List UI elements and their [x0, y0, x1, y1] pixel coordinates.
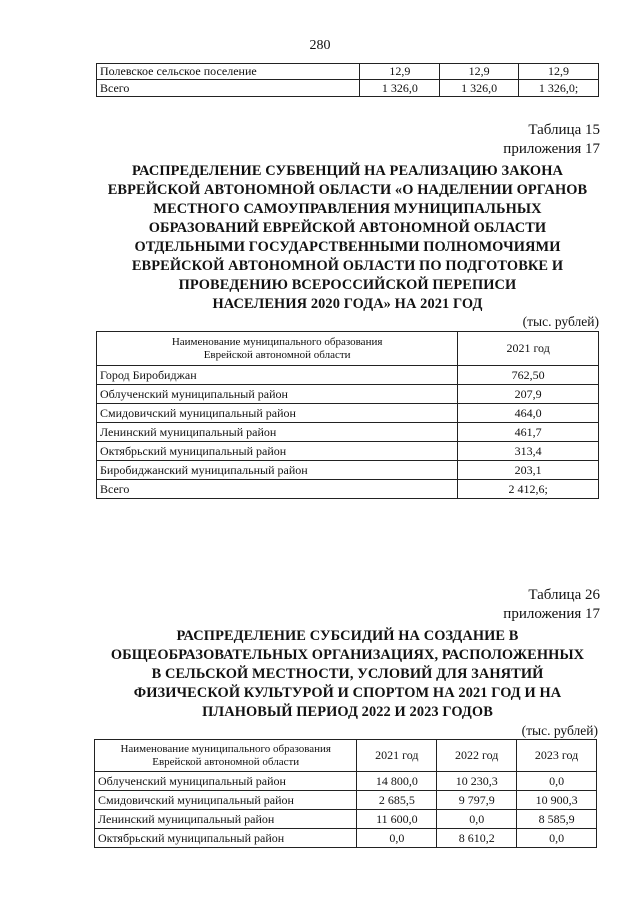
table-row — [95, 791, 597, 810]
table26-ref-line1: Таблица 26 — [528, 587, 600, 603]
table26-title — [95, 627, 600, 722]
row-value: 1 326,0 — [440, 80, 519, 97]
row-name: Смидовичский муниципальный район — [95, 791, 357, 810]
title-line: НАСЕЛЕНИЯ 2020 ГОДА» НА 2021 ГОД — [212, 296, 483, 312]
table26-ref-line2: приложения 17 — [503, 606, 600, 622]
header-year: 2023 год — [517, 740, 597, 772]
row-name: Ленинский муниципальный район — [95, 810, 357, 829]
table15-title — [95, 162, 600, 314]
header-name-line: Наименование муниципального образования — [171, 335, 383, 348]
row-value: 762,50 — [458, 366, 599, 385]
title-line: ЕВРЕЙСКОЙ АВТОНОМНОЙ ОБЛАСТИ ПО ПОДГОТОВКЕ И — [131, 258, 564, 274]
table-row — [97, 385, 599, 404]
header-year: 2022 год — [437, 740, 517, 772]
row-name: Облученский муниципальный район — [95, 772, 357, 791]
table-row — [95, 772, 597, 791]
row-name: Октябрьский муниципальный район — [95, 829, 357, 848]
row-value: 2 685,5 — [357, 791, 437, 810]
row-value: 0,0 — [437, 810, 517, 829]
row-value: 207,9 — [458, 385, 599, 404]
title-line: В СЕЛЬСКОЙ МЕСТНОСТИ, УСЛОВИЙ ДЛЯ ЗАНЯТИЙ — [151, 666, 544, 682]
row-value: 464,0 — [458, 404, 599, 423]
row-value: 1 326,0; — [519, 80, 599, 97]
title-line: ФИЗИЧЕСКОЙ КУЛЬТУРОЙ И СПОРТОМ НА 2021 ГОД И НА — [133, 685, 562, 701]
row-name: Полевское сельское поселение — [97, 64, 360, 80]
row-value: 9 797,9 — [437, 791, 517, 810]
table15-reference — [503, 121, 600, 159]
header-name-line: Наименование муниципального образования — [120, 742, 331, 755]
row-value: 14 800,0 — [357, 772, 437, 791]
row-name: Смидовичский муниципальный район — [97, 404, 458, 423]
table26-units: (тыс. рублей) — [521, 723, 598, 738]
page-number: 280 — [309, 38, 331, 53]
row-name: Октябрьский муниципальный район — [97, 442, 458, 461]
row-value: 2 412,6; — [458, 480, 599, 499]
table15-units: (тыс. рублей) — [522, 314, 599, 329]
title-line: МЕСТНОГО САМОУПРАВЛЕНИЯ МУНИЦИПАЛЬНЫХ — [153, 201, 542, 217]
table-row — [97, 442, 599, 461]
title-line: ОБЩЕОБРАЗОВАТЕЛЬНЫХ ОРГАНИЗАЦИЯХ, РАСПОЛОЖЕННЫХ — [110, 647, 585, 663]
row-value: 0,0 — [517, 829, 597, 848]
table-row — [97, 366, 599, 385]
row-name: Биробиджанский муниципальный район — [97, 461, 458, 480]
row-value: 12,9 — [440, 64, 519, 80]
row-value: 8 610,2 — [437, 829, 517, 848]
title-line: ПРОВЕДЕНИЮ ВСЕРОССИЙСКОЙ ПЕРЕПИСИ — [178, 277, 517, 293]
header-name-cell — [97, 332, 458, 366]
title-line: ОТДЕЛЬНЫМИ ГОСУДАРСТВЕННЫМИ ПОЛНОМОЧИЯМИ — [134, 239, 561, 255]
title-line: ОБРАЗОВАНИЙ ЕВРЕЙСКОЙ АВТОНОМНОЙ ОБЛАСТИ — [148, 220, 547, 236]
row-value: 0,0 — [357, 829, 437, 848]
table-row — [97, 404, 599, 423]
table-row — [97, 423, 599, 442]
row-value: 11 600,0 — [357, 810, 437, 829]
header-name-cell — [95, 740, 357, 772]
row-name: Ленинский муниципальный район — [97, 423, 458, 442]
title-line: РАСПРЕДЕЛЕНИЕ СУБВЕНЦИЙ НА РЕАЛИЗАЦИЮ ЗАКОНА — [132, 163, 563, 179]
top-table — [96, 63, 599, 97]
row-name: Город Биробиджан — [97, 366, 458, 385]
row-value: 203,1 — [458, 461, 599, 480]
header-name-line: Еврейской автономной области — [203, 348, 351, 361]
table15 — [96, 331, 599, 499]
table15-ref-line2: приложения 17 — [503, 141, 600, 157]
header-year: 2021 год — [357, 740, 437, 772]
row-value: 8 585,9 — [517, 810, 597, 829]
title-line: ЕВРЕЙСКОЙ АВТОНОМНОЙ ОБЛАСТИ «О НАДЕЛЕНИИ ОРГАНОВ — [107, 182, 588, 198]
row-value: 12,9 — [360, 64, 440, 80]
table-row — [95, 810, 597, 829]
table15-ref-line1: Таблица 15 — [528, 122, 600, 138]
title-line: РАСПРЕДЕЛЕНИЕ СУБСИДИЙ НА СОЗДАНИЕ В — [176, 628, 519, 644]
row-value: 313,4 — [458, 442, 599, 461]
table-header-row — [95, 740, 597, 772]
row-value: 10 230,3 — [437, 772, 517, 791]
table-row — [97, 461, 599, 480]
row-value: 12,9 — [519, 64, 599, 80]
table26 — [94, 739, 597, 848]
table26-reference — [503, 586, 600, 624]
row-value: 0,0 — [517, 772, 597, 791]
table-row — [95, 829, 597, 848]
header-name-line: Еврейской автономной области — [152, 755, 300, 768]
table-row — [97, 480, 599, 499]
row-value: 10 900,3 — [517, 791, 597, 810]
row-value: 461,7 — [458, 423, 599, 442]
row-name: Всего — [97, 80, 360, 97]
table-header-row — [97, 332, 599, 366]
table-row — [97, 64, 599, 80]
row-name: Всего — [97, 480, 458, 499]
title-line: ПЛАНОВЫЙ ПЕРИОД 2022 И 2023 ГОДОВ — [202, 704, 493, 720]
row-value: 1 326,0 — [360, 80, 440, 97]
header-year: 2021 год — [458, 332, 599, 366]
row-name: Облученский муниципальный район — [97, 385, 458, 404]
table-row — [97, 80, 599, 97]
